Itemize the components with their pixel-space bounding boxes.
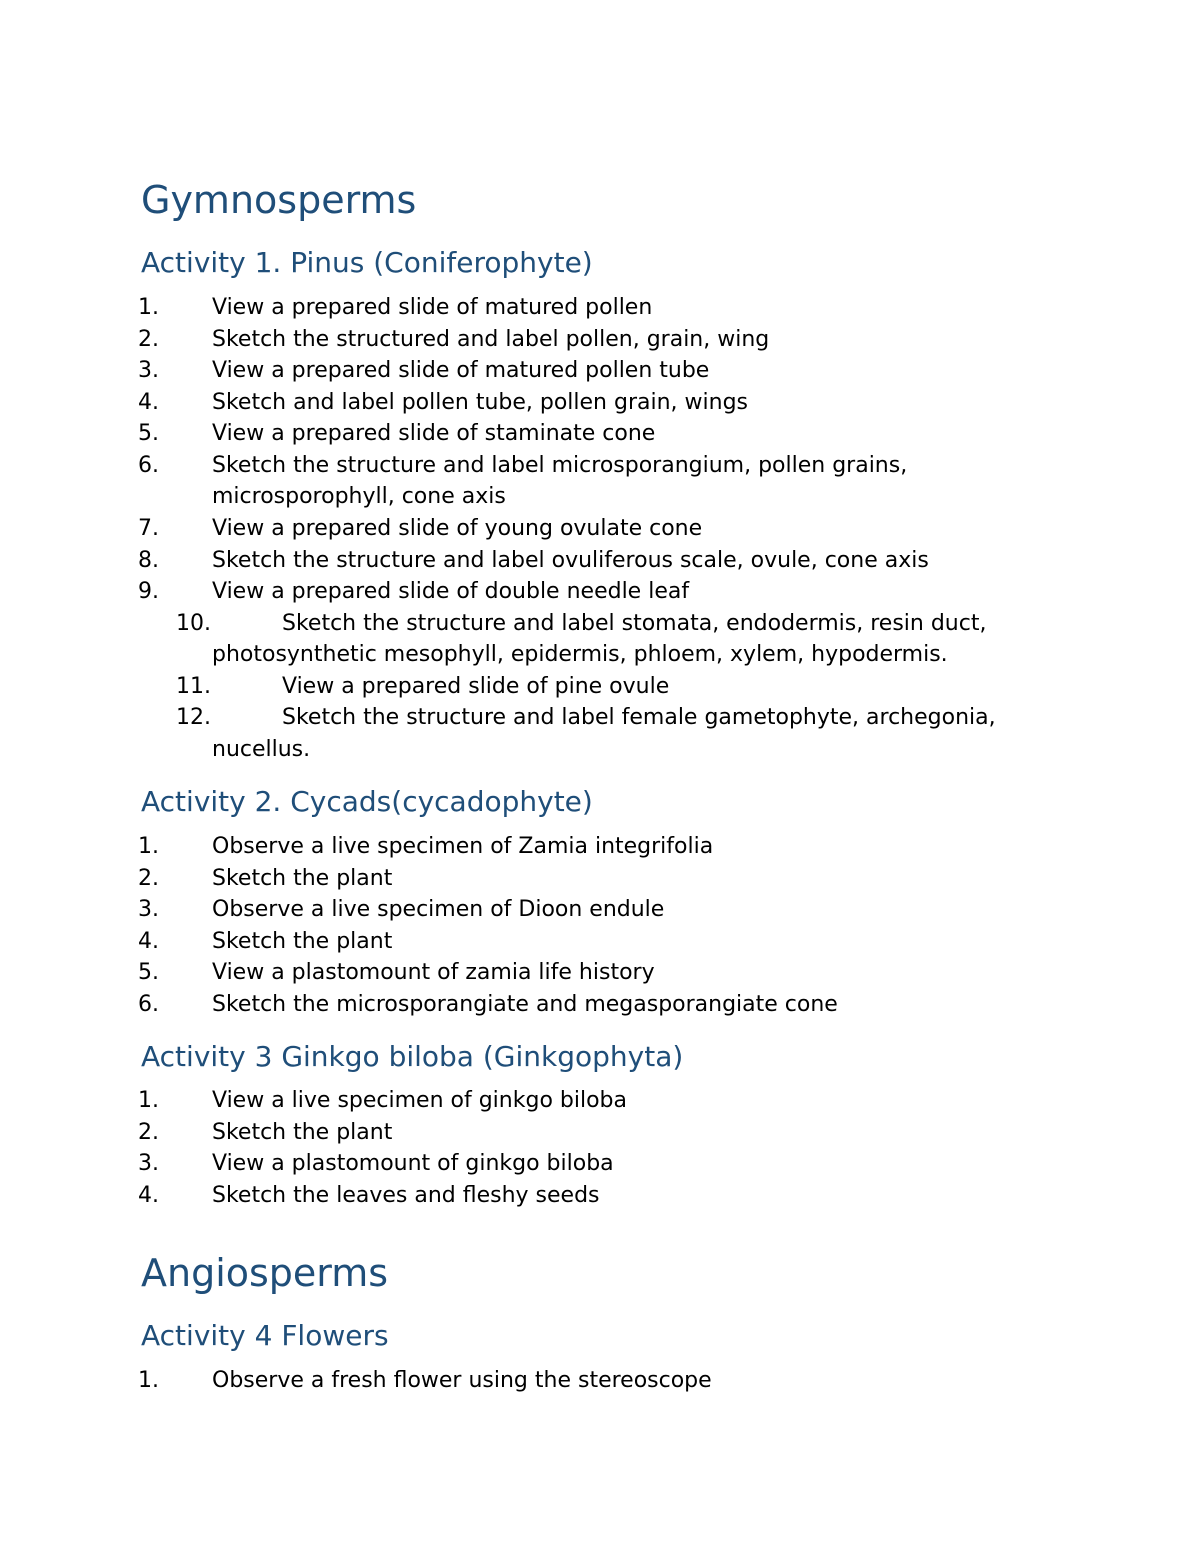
list-number: 1. xyxy=(138,295,159,320)
activity-1-title: Activity 1. Pinus (Coniferophyte) xyxy=(141,246,593,279)
list-number: 6. xyxy=(138,452,159,478)
activity-3-title: Activity 3 Ginkgo biloba (Ginkgophyta) xyxy=(141,1040,684,1073)
list-text: Sketch the leaves and fleshy seeds xyxy=(212,1182,600,1208)
list-number: 1. xyxy=(138,1088,159,1113)
section-heading-angiosperms: Angiosperms xyxy=(141,1251,389,1295)
list-text: Sketch the plant xyxy=(212,1119,393,1145)
list-text: Observe a live specimen of Zamia integrifolia xyxy=(212,834,714,859)
list-number: 1. xyxy=(138,834,159,859)
list-text: View a plastomount of ginkgo biloba xyxy=(212,1151,614,1176)
list-text-continuation: photosynthetic mesophyll, epidermis, phloem, xylem, hypodermis. xyxy=(212,642,948,667)
list-text: View a prepared slide of double needle leaf xyxy=(212,579,690,604)
list-number: 4. xyxy=(138,928,159,954)
list-number: 7. xyxy=(138,516,159,541)
activity-2-title: Activity 2. Cycads(cycadophyte) xyxy=(141,785,593,818)
list-text: Sketch the plant xyxy=(212,928,393,954)
list-number: 1. xyxy=(138,1368,159,1393)
list-text: Observe a live specimen of Dioon endule xyxy=(212,897,665,922)
list-text: View a prepared slide of matured pollen tube xyxy=(212,358,710,383)
list-number: 10. xyxy=(176,610,211,636)
list-number: 8. xyxy=(138,547,159,573)
section-heading-gymnosperms: Gymnosperms xyxy=(141,178,417,222)
list-text: View a live specimen of ginkgo biloba xyxy=(212,1088,627,1113)
list-text-continuation: microsporophyll, cone axis xyxy=(212,484,506,509)
list-text: View a prepared slide of staminate cone xyxy=(212,421,656,446)
list-text: Sketch the structure and label female gametophyte, archegonia, xyxy=(282,705,996,730)
list-text: Sketch the structure and label microsporangium, pollen grains, xyxy=(212,452,908,478)
list-number: 9. xyxy=(138,579,159,604)
list-number: 5. xyxy=(138,421,159,446)
list-number: 11. xyxy=(176,673,211,699)
list-number: 2. xyxy=(138,326,159,352)
list-text: Sketch the structure and label stomata, endodermis, resin duct, xyxy=(282,610,987,636)
list-number: 5. xyxy=(138,960,159,985)
list-text: Observe a fresh flower using the stereoscope xyxy=(212,1368,712,1393)
list-number: 2. xyxy=(138,1119,159,1145)
list-text: Sketch and label pollen tube, pollen grain, wings xyxy=(212,389,749,415)
list-text-continuation: nucellus. xyxy=(212,736,311,762)
list-text: View a prepared slide of pine ovule xyxy=(282,673,670,699)
list-text: Sketch the structure and label ovuliferous scale, ovule, cone axis xyxy=(212,547,929,573)
list-text: View a prepared slide of young ovulate cone xyxy=(212,516,703,541)
list-number: 12. xyxy=(176,705,211,730)
list-number: 4. xyxy=(138,1182,159,1208)
list-number: 3. xyxy=(138,1151,159,1176)
list-number: 2. xyxy=(138,865,159,891)
list-text: Sketch the structured and label pollen, grain, wing xyxy=(212,326,770,352)
list-number: 3. xyxy=(138,897,159,922)
list-text: Sketch the plant xyxy=(212,865,393,891)
list-text: View a prepared slide of matured pollen xyxy=(212,295,653,320)
list-number: 4. xyxy=(138,389,159,415)
list-text: View a plastomount of zamia life history xyxy=(212,960,655,985)
activity-4-title: Activity 4 Flowers xyxy=(141,1319,389,1352)
list-number: 6. xyxy=(138,991,159,1017)
list-number: 3. xyxy=(138,358,159,383)
list-text: Sketch the microsporangiate and megasporangiate cone xyxy=(212,991,838,1017)
